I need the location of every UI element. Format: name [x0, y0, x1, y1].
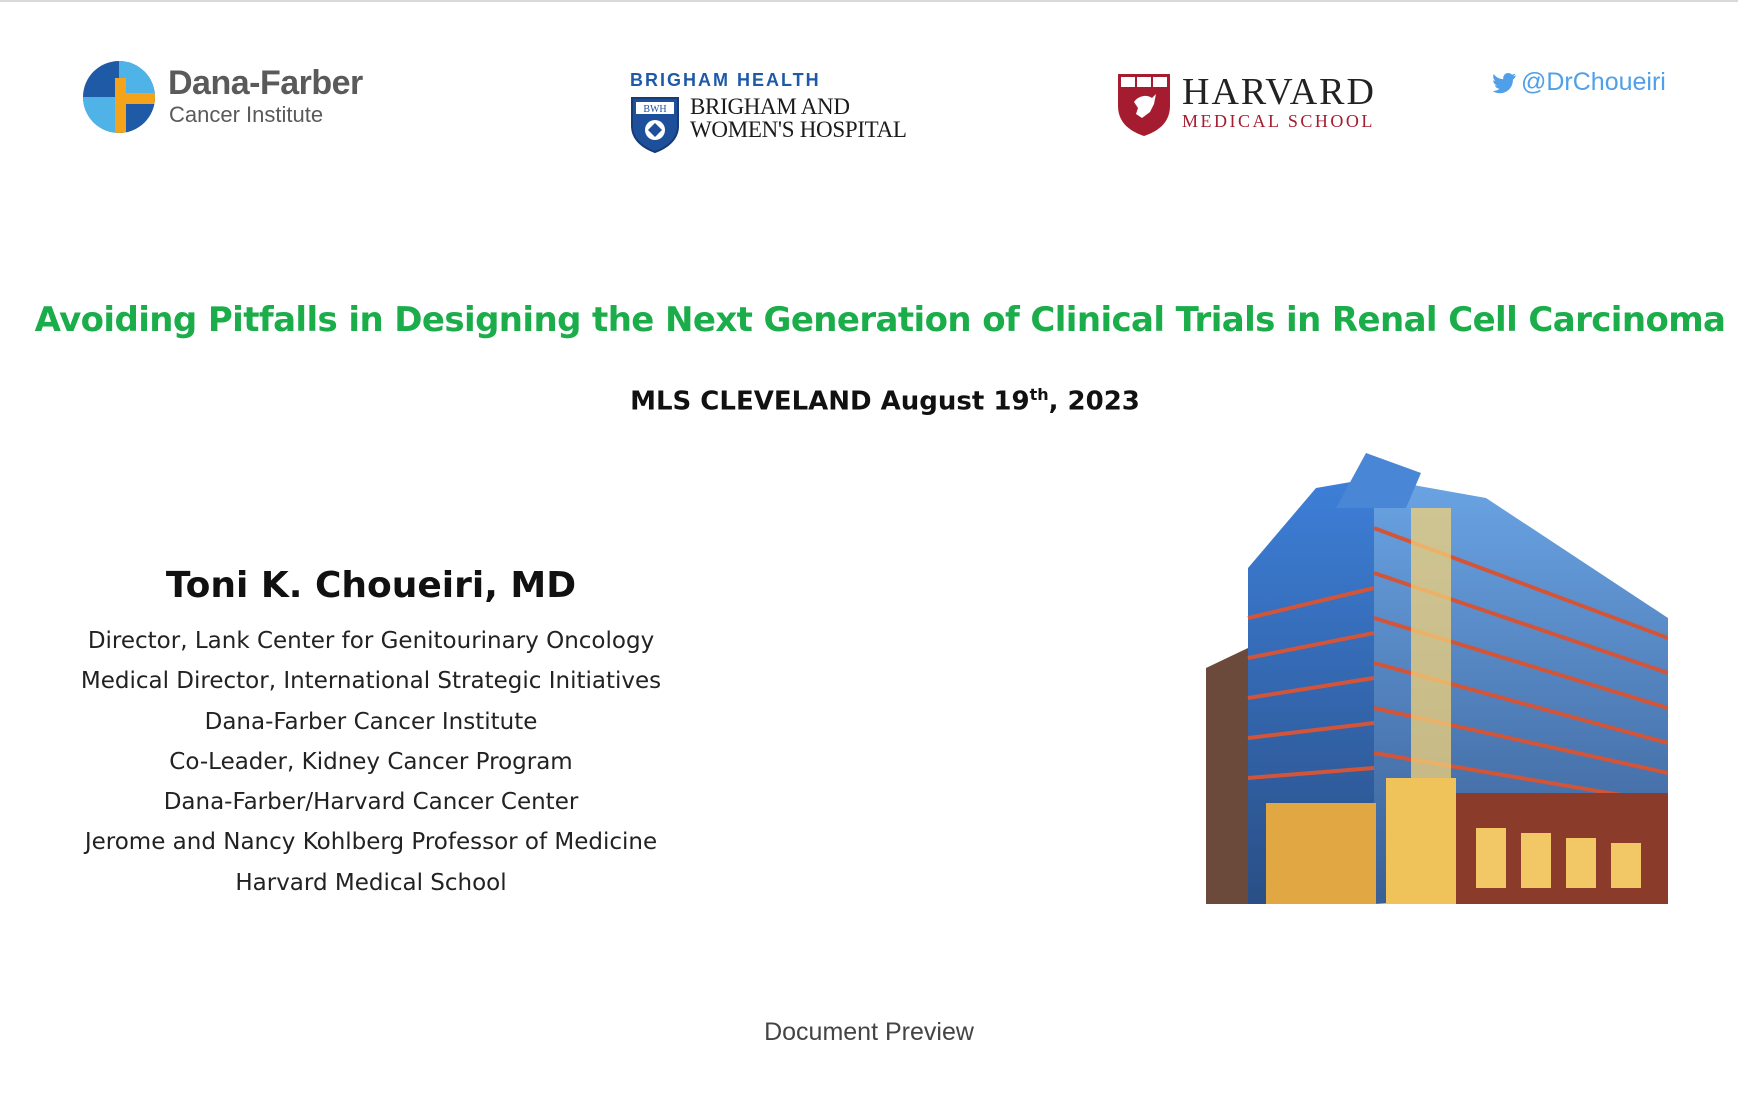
dana-farber-logo-icon: [82, 60, 156, 134]
affiliation-line: Harvard Medical School: [235, 869, 507, 896]
harvard-shield-icon: [1116, 72, 1172, 138]
event-suffix: , 2023: [1048, 386, 1140, 417]
bwh-shield-icon: [630, 96, 680, 154]
twitter-handle-link[interactable]: @DrChoueiri: [1521, 68, 1666, 96]
bwh-shield-text: BWH: [643, 104, 667, 115]
harvard-name: HARVARD: [1182, 71, 1376, 113]
affiliation-line: Dana-Farber/Harvard Cancer Center: [163, 789, 579, 816]
brigham-line1: BRIGHAM AND: [690, 94, 850, 119]
brigham-health-label: BRIGHAM HEALTH: [630, 70, 821, 90]
affiliation-line: Co-Leader, Kidney Cancer Program: [169, 748, 573, 775]
affiliation-line: Medical Director, International Strategic Initiatives: [80, 668, 662, 695]
dana-farber-name: Dana-Farber: [168, 64, 363, 102]
affiliation-line: Director, Lank Center for Genitourinary Oncology: [87, 628, 655, 654]
event-ordinal-suffix: th: [1029, 385, 1049, 404]
dana-farber-subtitle: Cancer Institute: [169, 102, 324, 127]
twitter-bird-icon: [1493, 72, 1517, 94]
speaker-name: Toni K. Choueiri, MD: [165, 565, 577, 606]
affiliation-line: Dana-Farber Cancer Institute: [204, 708, 538, 735]
event-prefix: MLS CLEVELAND August 19: [630, 386, 1030, 417]
brigham-line2: WOMEN'S HOSPITAL: [690, 117, 907, 142]
building-photo: [1206, 448, 1668, 904]
event-line: [0, 385, 1738, 417]
affiliation-line: Jerome and Nancy Kohlberg Professor of Medicine: [84, 829, 658, 856]
slide-title: Avoiding Pitfalls in Designing the Next Generation of Clinical Trials in Renal Cell Carcinoma: [34, 300, 1726, 340]
document-preview-label: Document Preview: [764, 1018, 974, 1046]
affiliation-list: [0, 621, 742, 903]
harvard-subtitle: MEDICAL SCHOOL: [1182, 111, 1375, 131]
top-border: [0, 0, 1738, 2]
